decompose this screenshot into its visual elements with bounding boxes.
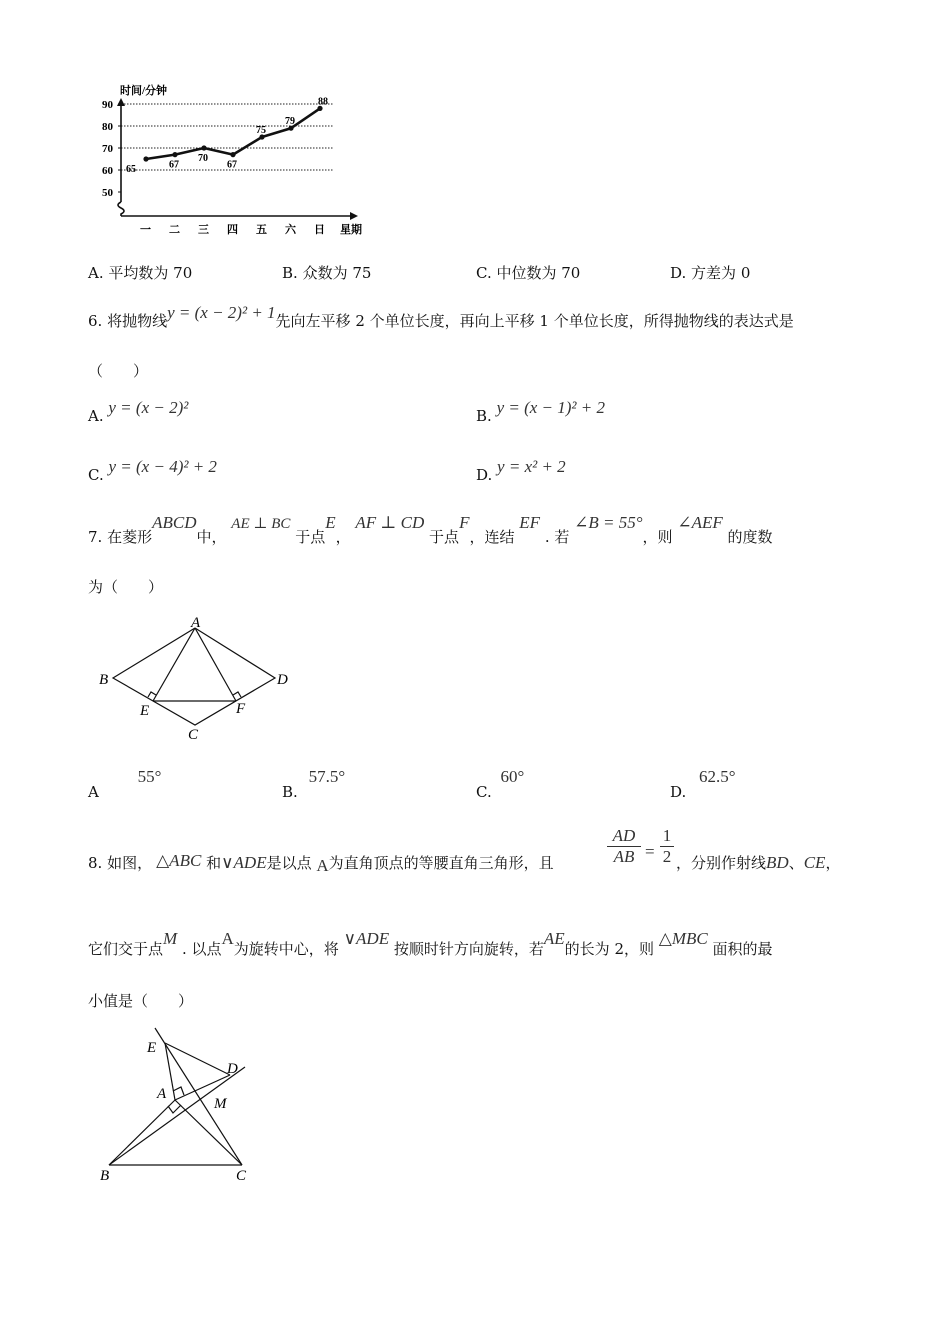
label-e: E [147, 1040, 157, 1056]
y-tick-label: 50 [102, 187, 113, 199]
rhombus-outline [113, 628, 275, 725]
x-tick-label: 四 [227, 224, 238, 236]
label-c: C [236, 1168, 247, 1184]
y-tick-label: 60 [102, 165, 113, 177]
ray-bd [109, 1067, 245, 1165]
q7-option-d[interactable]: D. 62.5° [670, 767, 736, 801]
y-tick-label: 90 [102, 99, 113, 111]
q7-stem-line2: 为（ ） [88, 578, 164, 596]
label-m: M [214, 1096, 227, 1112]
label-e: E [140, 703, 150, 719]
segment-ae [153, 628, 195, 701]
x-tick-label: 三 [198, 224, 209, 236]
q7-option-c[interactable]: C. 60° [476, 767, 525, 801]
data-point [230, 152, 235, 157]
q6-option-d[interactable]: D. y = x² + 2 [476, 457, 566, 484]
q7-option-b[interactable]: B. 57.5° [282, 767, 346, 801]
right-angle-mark-e [148, 692, 156, 697]
axis-break [118, 202, 124, 216]
data-label: 79 [285, 116, 295, 128]
data-label: 88 [318, 96, 328, 108]
segment-ab [109, 1100, 175, 1165]
data-point [172, 152, 177, 157]
x-tick-label: 二 [169, 224, 180, 236]
label-d: D [277, 672, 288, 688]
q5-option-c[interactable]: C. 中位数为 70 [476, 264, 581, 282]
data-label: 67 [227, 159, 237, 171]
label-f: F [236, 701, 246, 717]
fraction-ad-ab: AD AB [607, 826, 641, 867]
data-point [201, 145, 206, 150]
q6-stem: 6. 将抛物线y = (x − 2)² + 1先向左平移 2 个单位长度，再向上平移 1 个单位长度，所得抛物线的表达式是 [88, 303, 794, 330]
x-tick-label: 日 [314, 224, 325, 236]
q8-number: 8. [88, 854, 103, 872]
label-c: C [188, 727, 199, 742]
q6-paren: （ ） [88, 362, 149, 380]
chart-ticks [102, 99, 121, 199]
x-tick-label: 六 [285, 224, 296, 236]
y-axis-label: 时间/分钟 [120, 85, 168, 97]
label-b: B [99, 672, 109, 688]
data-label: 75 [256, 125, 266, 136]
fraction-equals: = [645, 842, 655, 861]
label-a: A [191, 615, 201, 631]
right-angle-mark-a2 [168, 1105, 181, 1113]
x-tick-label: 一 [140, 224, 151, 236]
q8-stem-line2: 它们交于点M . 以点A为旋转中心，将 ∨ADE 按顺时针方向旋转，若AE的长为 2，则 △MBC 面积的最 [88, 929, 773, 958]
y-tick-label: 70 [102, 143, 113, 155]
q8-stem-line3: 小值是（ ） [88, 992, 194, 1010]
q7-option-a[interactable]: A 55° [88, 767, 162, 801]
q8-stem-line1-end: ，分别作射线BD、CE， [676, 853, 841, 872]
chart-x-tick-labels [140, 222, 325, 236]
y-axis-arrow [117, 98, 125, 106]
q5-option-a[interactable]: A. 平均数为 70 [88, 264, 193, 282]
segment-af [195, 628, 236, 701]
label-d: D [227, 1061, 238, 1077]
data-point [143, 156, 148, 161]
q7-rhombus-figure [95, 612, 305, 742]
x-axis-label: 星期 [340, 224, 362, 236]
q8-stem-line1: 8. 如图， △ABC 和∨ADE是以点 A为直角顶点的等腰直角三角形，且 [88, 851, 554, 875]
data-label: 67 [169, 159, 179, 171]
label-a: A [157, 1086, 167, 1102]
q6-option-b[interactable]: B. y = (x − 1)² + 2 [476, 398, 606, 425]
x-tick-label: 五 [256, 224, 267, 236]
q5-option-b[interactable]: B. 众数为 75 [282, 264, 372, 282]
right-angle-mark-a [173, 1087, 184, 1095]
label-b: B [100, 1168, 110, 1184]
data-label: 65 [126, 164, 136, 175]
y-tick-label: 80 [102, 121, 113, 133]
line-chart [88, 78, 378, 243]
data-label: 70 [198, 153, 208, 164]
fraction-one-half: 1 2 [660, 826, 674, 867]
q7-number: 7. [88, 528, 103, 546]
q5-option-d[interactable]: D. 方差为 0 [670, 264, 751, 282]
q6-expression: y = (x − 2)² + 1 [167, 303, 276, 322]
q8-triangle-figure [95, 1025, 275, 1185]
ray-ce [155, 1028, 242, 1165]
q6-number: 6. [88, 312, 103, 330]
q7-stem: 7. 在菱形ABCD中， AE ⊥ BC 于点E， AF ⊥ CD 于点F，连结 EF . 若 ∠B = 55°，则 ∠AEF 的度数 [88, 513, 773, 546]
q6-option-c[interactable]: C. y = (x − 4)² + 2 [88, 457, 217, 484]
right-angle-mark-f [233, 692, 241, 697]
q6-option-a[interactable]: A. y = (x − 2)² [88, 398, 189, 425]
chart-series [126, 96, 328, 175]
x-axis-arrow [350, 212, 358, 220]
